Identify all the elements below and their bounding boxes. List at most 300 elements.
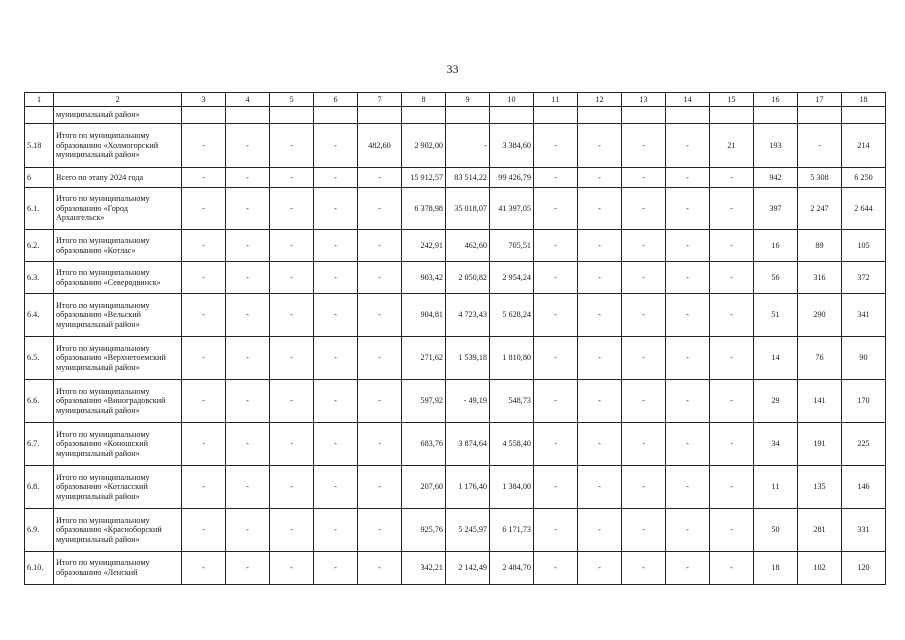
- table-row: [25, 466, 886, 509]
- value-cell-col-8: 342,21: [402, 552, 446, 585]
- value-cell-col-14: -: [666, 294, 710, 337]
- row-name-line: образованию «Вельский: [56, 310, 141, 320]
- row-name-line: Итого по муниципальному: [56, 267, 150, 277]
- value-cell-col-10: [490, 107, 534, 124]
- row-name-line: муниципальный район»: [56, 150, 140, 160]
- value-cell-col-14: -: [666, 188, 710, 230]
- value-cell-col-13: -: [622, 230, 666, 262]
- value-cell-col-10: 41 397,05: [490, 188, 534, 230]
- row-name-cell: [54, 124, 182, 168]
- value-cell-col-10: 2 484,70: [490, 552, 534, 585]
- value-cell-col-13: -: [622, 380, 666, 423]
- value-cell-col-10: 5 628,24: [490, 294, 534, 337]
- value-cell-col-9: 462,60: [446, 230, 490, 262]
- value-cell-col-17: 102: [798, 552, 842, 585]
- value-cell-col-16: 14: [754, 337, 798, 380]
- row-name-cell: [54, 337, 182, 380]
- value-cell-col-11: -: [534, 423, 578, 466]
- row-name-line: Итого по муниципальному: [56, 343, 150, 353]
- value-cell-col-6: -: [314, 124, 358, 168]
- header-cell: 3: [182, 93, 226, 107]
- row-number-cell: 6.2.: [25, 230, 54, 262]
- value-cell-col-18: 6 250: [842, 168, 886, 188]
- value-cell-col-5: -: [270, 168, 314, 188]
- value-cell-col-18: 372: [842, 262, 886, 294]
- value-cell-col-14: -: [666, 466, 710, 509]
- value-cell-col-9: 35 018,07: [446, 188, 490, 230]
- value-cell-col-3: -: [182, 380, 226, 423]
- value-cell-col-12: -: [578, 168, 622, 188]
- value-cell-col-7: -: [358, 423, 402, 466]
- value-cell-col-18: 331: [842, 509, 886, 552]
- row-number-cell: 6.10.: [25, 552, 54, 585]
- value-cell-col-9: -: [446, 124, 490, 168]
- row-name-line: Итого по муниципальному: [56, 515, 150, 525]
- header-cell: 8: [402, 93, 446, 107]
- value-cell-col-14: -: [666, 124, 710, 168]
- value-cell-col-4: -: [226, 230, 270, 262]
- value-cell-col-10: 1 384,00: [490, 466, 534, 509]
- value-cell-col-3: -: [182, 230, 226, 262]
- value-cell-col-9: 5 245,97: [446, 509, 490, 552]
- row-name-line: Итого по муниципальному: [56, 131, 150, 141]
- value-cell-col-18: 120: [842, 552, 886, 585]
- value-cell-col-17: 141: [798, 380, 842, 423]
- value-cell-col-16: [754, 107, 798, 124]
- row-name-line: Итого по муниципальному: [56, 300, 150, 310]
- value-cell-col-10: 705,51: [490, 230, 534, 262]
- value-cell-col-11: -: [534, 124, 578, 168]
- row-name-cell: [54, 380, 182, 423]
- table-row: [25, 552, 886, 585]
- value-cell-col-11: -: [534, 380, 578, 423]
- value-cell-col-4: -: [226, 188, 270, 230]
- value-cell-col-8: 207,60: [402, 466, 446, 509]
- value-cell-col-6: -: [314, 188, 358, 230]
- header-cell: 11: [534, 93, 578, 107]
- row-name-cell: [54, 466, 182, 509]
- value-cell-col-12: -: [578, 552, 622, 585]
- value-cell-col-11: -: [534, 509, 578, 552]
- value-cell-col-17: 5 308: [798, 168, 842, 188]
- value-cell-col-16: 193: [754, 124, 798, 168]
- value-cell-col-4: -: [226, 168, 270, 188]
- value-cell-col-12: -: [578, 188, 622, 230]
- value-cell-col-4: [226, 107, 270, 124]
- value-cell-col-11: -: [534, 188, 578, 230]
- value-cell-col-3: -: [182, 168, 226, 188]
- value-cell-col-18: 105: [842, 230, 886, 262]
- value-cell-col-6: -: [314, 262, 358, 294]
- value-cell-col-9: [446, 107, 490, 124]
- value-cell-col-16: 50: [754, 509, 798, 552]
- value-cell-col-6: -: [314, 294, 358, 337]
- header-cell: 12: [578, 93, 622, 107]
- value-cell-col-10: 1 810,80: [490, 337, 534, 380]
- value-cell-col-5: -: [270, 294, 314, 337]
- value-cell-col-8: 903,42: [402, 262, 446, 294]
- value-cell-col-8: 925,76: [402, 509, 446, 552]
- value-cell-col-18: 146: [842, 466, 886, 509]
- value-cell-col-12: -: [578, 124, 622, 168]
- value-cell-col-12: -: [578, 262, 622, 294]
- row-name-cell: [54, 107, 182, 124]
- row-name-line: Итого по муниципальному: [56, 386, 150, 396]
- value-cell-col-6: [314, 107, 358, 124]
- value-cell-col-15: -: [710, 188, 754, 230]
- row-name-line: Итого по муниципальному: [56, 429, 150, 439]
- value-cell-col-12: -: [578, 294, 622, 337]
- row-name-line: муниципальный район»: [56, 534, 140, 544]
- value-cell-col-7: 482,60: [358, 124, 402, 168]
- table-row: [25, 262, 886, 294]
- value-cell-col-4: -: [226, 423, 270, 466]
- value-cell-col-9: 83 514,22: [446, 168, 490, 188]
- value-cell-col-7: -: [358, 337, 402, 380]
- header-cell: 9: [446, 93, 490, 107]
- value-cell-col-10: 548,73: [490, 380, 534, 423]
- header-cell: 15: [710, 93, 754, 107]
- value-cell-col-15: -: [710, 337, 754, 380]
- value-cell-col-17: 316: [798, 262, 842, 294]
- row-name-line: Итого по муниципальному: [56, 558, 150, 568]
- value-cell-col-17: 135: [798, 466, 842, 509]
- row-number-cell: 6.8.: [25, 466, 54, 509]
- row-name-cell: [54, 230, 182, 262]
- value-cell-col-17: -: [798, 124, 842, 168]
- value-cell-col-15: -: [710, 294, 754, 337]
- row-number-cell: [25, 107, 54, 124]
- value-cell-col-9: 1 176,40: [446, 466, 490, 509]
- value-cell-col-17: 2 247: [798, 188, 842, 230]
- value-cell-col-8: 683,76: [402, 423, 446, 466]
- value-cell-col-7: -: [358, 262, 402, 294]
- value-cell-col-14: -: [666, 552, 710, 585]
- value-cell-col-6: -: [314, 552, 358, 585]
- value-cell-col-11: -: [534, 230, 578, 262]
- value-cell-col-3: -: [182, 466, 226, 509]
- header-cell: 2: [54, 93, 182, 107]
- header-cell: 6: [314, 93, 358, 107]
- table-row: [25, 188, 886, 230]
- value-cell-col-9: 3 874,64: [446, 423, 490, 466]
- value-cell-col-7: -: [358, 294, 402, 337]
- value-cell-col-8: 271,62: [402, 337, 446, 380]
- value-cell-col-7: -: [358, 552, 402, 585]
- table-row: [25, 168, 886, 188]
- value-cell-col-11: -: [534, 294, 578, 337]
- value-cell-col-16: 942: [754, 168, 798, 188]
- value-cell-col-4: -: [226, 466, 270, 509]
- value-cell-col-13: -: [622, 423, 666, 466]
- value-cell-col-5: -: [270, 466, 314, 509]
- row-name-line: муниципальный район»: [56, 110, 140, 120]
- value-cell-col-7: -: [358, 188, 402, 230]
- value-cell-col-4: -: [226, 262, 270, 294]
- header-cell: 1: [25, 93, 54, 107]
- value-cell-col-7: -: [358, 509, 402, 552]
- value-cell-col-8: 904,81: [402, 294, 446, 337]
- value-cell-col-14: -: [666, 168, 710, 188]
- value-cell-col-16: 56: [754, 262, 798, 294]
- value-cell-col-13: -: [622, 337, 666, 380]
- value-cell-col-13: -: [622, 168, 666, 188]
- value-cell-col-9: - 49,19: [446, 380, 490, 423]
- header-cell: 17: [798, 93, 842, 107]
- value-cell-col-10: 3 384,60: [490, 124, 534, 168]
- value-cell-col-3: -: [182, 509, 226, 552]
- value-cell-col-9: 2 050,82: [446, 262, 490, 294]
- value-cell-col-4: -: [226, 552, 270, 585]
- value-cell-col-5: -: [270, 188, 314, 230]
- value-cell-col-13: -: [622, 552, 666, 585]
- row-name-line: Архангельск»: [56, 213, 105, 223]
- value-cell-col-6: -: [314, 466, 358, 509]
- row-name-cell: [54, 509, 182, 552]
- value-cell-col-14: -: [666, 423, 710, 466]
- report-table: [24, 92, 886, 585]
- value-cell-col-11: -: [534, 466, 578, 509]
- value-cell-col-5: -: [270, 552, 314, 585]
- value-cell-col-18: 2 644: [842, 188, 886, 230]
- value-cell-col-14: -: [666, 509, 710, 552]
- row-number-cell: 6: [25, 168, 54, 188]
- value-cell-col-10: 2 954,24: [490, 262, 534, 294]
- value-cell-col-7: [358, 107, 402, 124]
- row-number-cell: 5.18: [25, 124, 54, 168]
- value-cell-col-8: 2 902,00: [402, 124, 446, 168]
- value-cell-col-18: 341: [842, 294, 886, 337]
- row-name-cell: [54, 294, 182, 337]
- header-cell: 5: [270, 93, 314, 107]
- value-cell-col-6: -: [314, 230, 358, 262]
- table-row: [25, 230, 886, 262]
- value-cell-col-7: -: [358, 466, 402, 509]
- value-cell-col-5: -: [270, 124, 314, 168]
- table-row: [25, 107, 886, 124]
- value-cell-col-11: -: [534, 337, 578, 380]
- value-cell-col-18: 90: [842, 337, 886, 380]
- value-cell-col-7: -: [358, 380, 402, 423]
- row-name-line: Итого по муниципальному: [56, 194, 150, 204]
- row-number-cell: 6.6.: [25, 380, 54, 423]
- value-cell-col-8: [402, 107, 446, 124]
- row-name-line: Всего по этапу 2024 года: [56, 172, 144, 182]
- value-cell-col-14: -: [666, 262, 710, 294]
- value-cell-col-3: -: [182, 124, 226, 168]
- row-number-cell: 6.4.: [25, 294, 54, 337]
- table-row: [25, 380, 886, 423]
- value-cell-col-3: -: [182, 552, 226, 585]
- value-cell-col-15: -: [710, 380, 754, 423]
- value-cell-col-4: -: [226, 337, 270, 380]
- page-number: 33: [446, 62, 459, 76]
- row-name-cell: [54, 168, 182, 188]
- value-cell-col-14: [666, 107, 710, 124]
- header-cell: 10: [490, 93, 534, 107]
- value-cell-col-17: 290: [798, 294, 842, 337]
- value-cell-col-11: -: [534, 262, 578, 294]
- row-name-line: образованию «Холмогорский: [56, 140, 159, 150]
- header-cell: 16: [754, 93, 798, 107]
- value-cell-col-15: -: [710, 509, 754, 552]
- row-name-line: образованию «Северодвинск»: [56, 277, 161, 287]
- value-cell-col-15: -: [710, 262, 754, 294]
- value-cell-col-15: -: [710, 168, 754, 188]
- row-name-line: образованию «Котлас»: [56, 245, 136, 255]
- row-number-cell: 6.1.: [25, 188, 54, 230]
- value-cell-col-15: -: [710, 552, 754, 585]
- header-cell: 7: [358, 93, 402, 107]
- value-cell-col-12: -: [578, 230, 622, 262]
- row-name-cell: [54, 552, 182, 585]
- value-cell-col-6: -: [314, 380, 358, 423]
- value-cell-col-18: [842, 107, 886, 124]
- value-cell-col-17: 76: [798, 337, 842, 380]
- row-name-line: муниципальный район»: [56, 448, 140, 458]
- value-cell-col-15: 21: [710, 124, 754, 168]
- value-cell-col-7: -: [358, 230, 402, 262]
- value-cell-col-8: 15 912,57: [402, 168, 446, 188]
- row-name-line: Итого по муниципальному: [56, 472, 150, 482]
- value-cell-col-3: [182, 107, 226, 124]
- value-cell-col-6: -: [314, 168, 358, 188]
- row-name-line: образованию «Котласский: [56, 482, 148, 492]
- value-cell-col-10: 4 558,40: [490, 423, 534, 466]
- row-number-cell: 6.7.: [25, 423, 54, 466]
- row-name-line: образованию «Ленский: [56, 568, 138, 577]
- value-cell-col-8: 597,92: [402, 380, 446, 423]
- value-cell-col-16: 11: [754, 466, 798, 509]
- row-name-line: муниципальный район»: [56, 319, 140, 329]
- value-cell-col-15: [710, 107, 754, 124]
- header-cell: 13: [622, 93, 666, 107]
- value-cell-col-5: -: [270, 230, 314, 262]
- header-cell: 14: [666, 93, 710, 107]
- row-number-cell: 6.3.: [25, 262, 54, 294]
- value-cell-col-13: -: [622, 509, 666, 552]
- value-cell-col-16: 397: [754, 188, 798, 230]
- value-cell-col-6: -: [314, 337, 358, 380]
- table-row: [25, 509, 886, 552]
- value-cell-col-15: -: [710, 466, 754, 509]
- value-cell-col-9: 1 539,18: [446, 337, 490, 380]
- value-cell-col-4: -: [226, 124, 270, 168]
- value-cell-col-16: 29: [754, 380, 798, 423]
- header-cell: 4: [226, 93, 270, 107]
- row-name-cell: [54, 423, 182, 466]
- row-name-line: образованию «Красноборский: [56, 525, 162, 535]
- row-name-line: муниципальный район»: [56, 362, 140, 372]
- value-cell-col-10: 6 171,73: [490, 509, 534, 552]
- value-cell-col-6: -: [314, 509, 358, 552]
- value-cell-col-7: -: [358, 168, 402, 188]
- value-cell-col-17: [798, 107, 842, 124]
- value-cell-col-16: 18: [754, 552, 798, 585]
- header-cell: 18: [842, 93, 886, 107]
- value-cell-col-17: 191: [798, 423, 842, 466]
- value-cell-col-18: 214: [842, 124, 886, 168]
- value-cell-col-4: -: [226, 380, 270, 423]
- value-cell-col-12: -: [578, 380, 622, 423]
- value-cell-col-3: -: [182, 262, 226, 294]
- row-name-cell: [54, 188, 182, 230]
- value-cell-col-5: -: [270, 380, 314, 423]
- value-cell-col-13: -: [622, 294, 666, 337]
- value-cell-col-14: -: [666, 380, 710, 423]
- value-cell-col-11: -: [534, 168, 578, 188]
- value-cell-col-5: [270, 107, 314, 124]
- row-name-line: муниципальный район»: [56, 405, 140, 415]
- value-cell-col-17: 281: [798, 509, 842, 552]
- value-cell-col-11: -: [534, 552, 578, 585]
- value-cell-col-16: 16: [754, 230, 798, 262]
- value-cell-col-16: 34: [754, 423, 798, 466]
- value-cell-col-15: -: [710, 230, 754, 262]
- value-cell-col-6: -: [314, 423, 358, 466]
- value-cell-col-13: -: [622, 188, 666, 230]
- value-cell-col-12: -: [578, 466, 622, 509]
- header-row: [25, 93, 886, 107]
- row-name-line: муниципальный район»: [56, 491, 140, 501]
- value-cell-col-10: 99 426,79: [490, 168, 534, 188]
- value-cell-col-12: -: [578, 509, 622, 552]
- value-cell-col-5: -: [270, 262, 314, 294]
- value-cell-col-4: -: [226, 509, 270, 552]
- value-cell-col-13: -: [622, 124, 666, 168]
- value-cell-col-11: [534, 107, 578, 124]
- row-name-line: образованию «Верхнетоемский: [56, 353, 166, 363]
- value-cell-col-14: -: [666, 337, 710, 380]
- value-cell-col-15: -: [710, 423, 754, 466]
- table-row: [25, 423, 886, 466]
- row-number-cell: 6.9.: [25, 509, 54, 552]
- row-name-line: Итого по муниципальному: [56, 235, 150, 245]
- row-number-cell: 6.5.: [25, 337, 54, 380]
- value-cell-col-16: 51: [754, 294, 798, 337]
- value-cell-col-17: 89: [798, 230, 842, 262]
- value-cell-col-13: [622, 107, 666, 124]
- value-cell-col-3: -: [182, 294, 226, 337]
- value-cell-col-13: -: [622, 262, 666, 294]
- table-row: [25, 124, 886, 168]
- value-cell-col-4: -: [226, 294, 270, 337]
- value-cell-col-5: -: [270, 509, 314, 552]
- value-cell-col-12: [578, 107, 622, 124]
- table-row: [25, 294, 886, 337]
- value-cell-col-12: -: [578, 423, 622, 466]
- row-name-cell: [54, 262, 182, 294]
- value-cell-col-9: 4 723,43: [446, 294, 490, 337]
- value-cell-col-8: 6 378,98: [402, 188, 446, 230]
- value-cell-col-18: 225: [842, 423, 886, 466]
- value-cell-col-9: 2 142,49: [446, 552, 490, 585]
- row-name-line: образованию «Виноградовский: [56, 396, 166, 406]
- value-cell-col-5: -: [270, 423, 314, 466]
- value-cell-col-18: 170: [842, 380, 886, 423]
- value-cell-col-3: -: [182, 188, 226, 230]
- value-cell-col-3: -: [182, 337, 226, 380]
- value-cell-col-8: 242,91: [402, 230, 446, 262]
- row-name-line: образованию «Коношский: [56, 439, 148, 449]
- value-cell-col-12: -: [578, 337, 622, 380]
- value-cell-col-13: -: [622, 466, 666, 509]
- value-cell-col-14: -: [666, 230, 710, 262]
- table-row: [25, 337, 886, 380]
- value-cell-col-3: -: [182, 423, 226, 466]
- value-cell-col-5: -: [270, 337, 314, 380]
- row-name-line: образованию «Город: [56, 203, 128, 213]
